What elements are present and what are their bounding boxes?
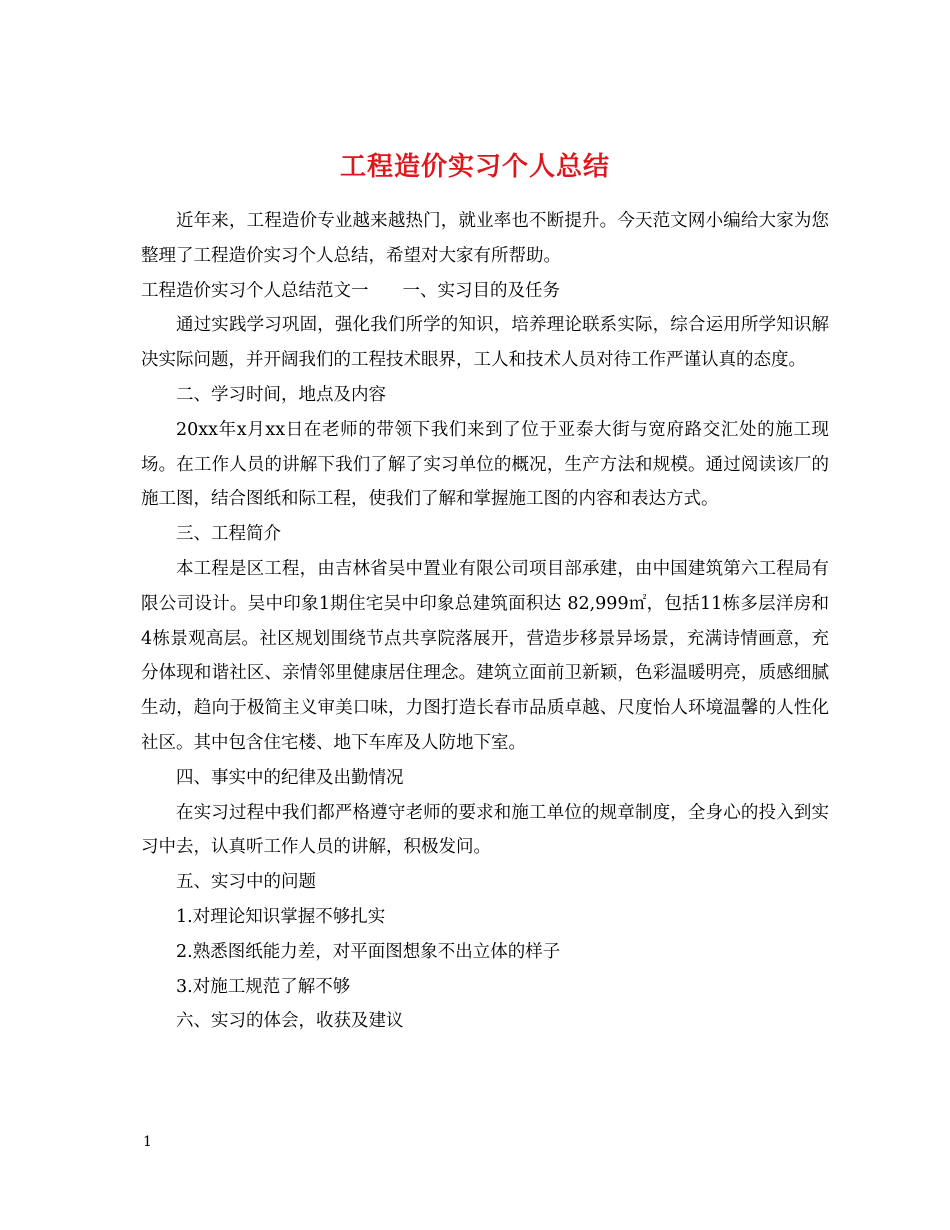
- section-subheading-line: [141, 274, 829, 309]
- intro-paragraph: 近年来，工程造价专业越来越热门，就业率也不断提升。今天范文网小编给大家为您整理了工程造价实习个人总结，希望对大家有所帮助。: [141, 211, 829, 266]
- study-time-paragraph: 20xx年x月xx日在老师的带领下我们来到了位于亚泰大街与宽府路交汇处的施工现场。在工作人员的讲解下我们了解了实习单位的概况，生产方法和规模。通过阅读该厂的施工图，结合图纸和际工程，使我们了解和掌握施工图的内容和表达方式。: [141, 419, 829, 510]
- problem-item: 1.对理论知识掌握不够扎实: [176, 906, 386, 927]
- discipline-paragraph: 在实习过程中我们都严格遵守老师的要求和施工单位的规章制度，全身心的投入到实习中去，认真听工作人员的讲解，积极发问。: [141, 802, 829, 858]
- heading-project-intro: 三、工程简介: [176, 524, 281, 545]
- document-body: [141, 204, 829, 1039]
- page-number: 1: [143, 1134, 152, 1150]
- purpose-paragraph: 通过实践学习巩固，强化我们所学的知识，培养理论联系实际，综合运用所学知识解决实际问题，并开阔我们的工程技术眼界，工人和技术人员对待工作严谨认真的态度。: [141, 315, 829, 371]
- heading-study-time: 二、学习时间，地点及内容: [176, 384, 386, 405]
- problem-item: 2.熟悉图纸能力差，对平面图想象不出立体的样子: [176, 941, 561, 962]
- problem-item: 3.对施工规范了解不够: [176, 976, 351, 997]
- sample-essay-label: 工程造价实习个人总结范文一: [141, 280, 369, 301]
- project-intro-paragraph: 本工程是区工程，由吉林省吴中置业有限公司项目部承建，由中国建筑第六工程局有限公司设计。吴中印象1期住宅吴中印象总建筑面积达 82,999㎡，包括11栋多层洋房和4栋景观高层。社区规划围绕节点共享院落展开，营造步移景异场景，充满诗情画意，充分体现和谐社区、亲情邻里健康居住理念。建筑立面前卫新颖，色彩温暖明亮，质感细腻生动，趋向于极简主义审美口味，力图打造长春市品质卓越、尺度怡人环境温馨的人性化社区。其中包含住宅楼、地下车库及人防地下室。: [141, 558, 829, 753]
- heading-problems: 五、实习中的问题: [176, 872, 316, 893]
- heading-discipline: 四、事实中的纪律及出勤情况: [176, 767, 404, 788]
- heading-purpose: 一、实习目的及任务: [402, 280, 560, 301]
- document-title: 工程造价实习个人总结: [339, 152, 610, 183]
- heading-reflections: 六、实习的体会，收获及建议: [176, 1011, 404, 1032]
